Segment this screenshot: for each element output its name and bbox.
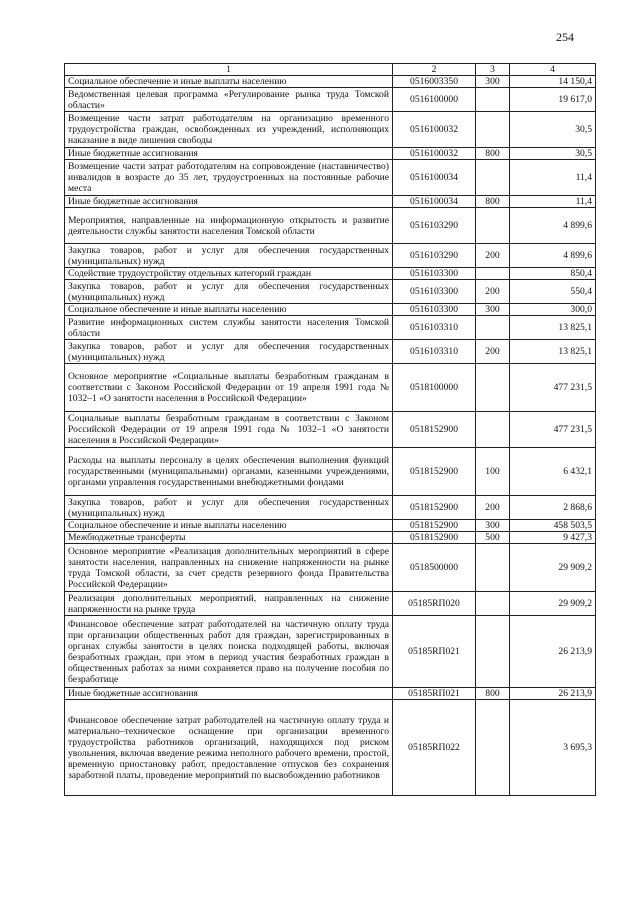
cell-type bbox=[476, 160, 510, 196]
table-body bbox=[65, 64, 596, 796]
cell-code: 0516100032 bbox=[393, 148, 476, 160]
cell-code: 0516103300 bbox=[393, 304, 476, 316]
table-row bbox=[65, 316, 596, 340]
cell-code: 0518100000 bbox=[393, 364, 476, 412]
cell-type bbox=[476, 544, 510, 592]
cell-code: 0516103300 bbox=[393, 280, 476, 304]
cell-type bbox=[476, 616, 510, 688]
cell-code: 0516100034 bbox=[393, 196, 476, 208]
cell-name: Закупка товаров, работ и услуг для обеспечения государственных (муниципальных) нужд bbox=[65, 244, 393, 268]
cell-type: 800 bbox=[476, 688, 510, 700]
cell-sum: 11,4 bbox=[510, 196, 596, 208]
cell-type bbox=[476, 364, 510, 412]
cell-type: 200 bbox=[476, 280, 510, 304]
cell-type bbox=[476, 112, 510, 148]
cell-type: 300 bbox=[476, 304, 510, 316]
cell-code: 0516100034 bbox=[393, 160, 476, 196]
cell-type: 200 bbox=[476, 496, 510, 520]
cell-sum: 2 868,6 bbox=[510, 496, 596, 520]
cell-code: 0516100032 bbox=[393, 112, 476, 148]
cell-name: Основное мероприятие «Социальные выплаты безработным гражданам в соответствии с Законом Российской Федерации от 19 апреля 1991 года № 1032–1 «О занятости населения в Российской Федерации» bbox=[65, 364, 393, 412]
cell-code: 0518152900 bbox=[393, 532, 476, 544]
cell-sum: 300,0 bbox=[510, 304, 596, 316]
cell-type bbox=[476, 700, 510, 796]
cell-name: Развитие информационных систем службы занятости населения Томской области bbox=[65, 316, 393, 340]
cell-name: Иные бюджетные ассигнования bbox=[65, 148, 393, 160]
header-sum: 4 bbox=[510, 64, 596, 76]
cell-name: Социальное обеспечение и иные выплаты населению bbox=[65, 304, 393, 316]
cell-code: 05185RП021 bbox=[393, 616, 476, 688]
cell-name: Основное мероприятие «Реализация дополнительных мероприятий в сфере занятости населения, направленных на снижение напряженности на рынке труда Томской области, за счет средств резервного фонда Правительства Российской Федерации» bbox=[65, 544, 393, 592]
cell-code: 0518152900 bbox=[393, 496, 476, 520]
cell-name: Закупка товаров, работ и услуг для обеспечения государственных (муниципальных) нужд bbox=[65, 496, 393, 520]
cell-name: Возмещение части затрат работодателям на сопровождение (наставничество) инвалидов в возрасте до 35 лет, трудоустроенных на постоянные рабочие места bbox=[65, 160, 393, 196]
cell-code: 0518500000 bbox=[393, 544, 476, 592]
cell-code: 0516103290 bbox=[393, 244, 476, 268]
cell-sum: 458 503,5 bbox=[510, 520, 596, 532]
table-row bbox=[65, 364, 596, 412]
cell-name: Социальные выплаты безработным гражданам в соответствии с Законом Российской Федерации от 19 апреля 1991 года № 1032–1 «О занятости населения в Российской Федерации» bbox=[65, 412, 393, 448]
cell-name: Социальное обеспечение и иные выплаты населению bbox=[65, 520, 393, 532]
table-row bbox=[65, 532, 596, 544]
cell-type: 300 bbox=[476, 520, 510, 532]
cell-sum: 850,4 bbox=[510, 268, 596, 280]
cell-name: Реализация дополнительных мероприятий, направленных на снижение напряженности на рынке труда bbox=[65, 592, 393, 616]
cell-type bbox=[476, 208, 510, 244]
cell-sum: 13 825,1 bbox=[510, 316, 596, 340]
cell-sum: 477 231,5 bbox=[510, 364, 596, 412]
cell-type: 800 bbox=[476, 148, 510, 160]
cell-code: 0518152900 bbox=[393, 412, 476, 448]
cell-name: Межбюджетные трансферты bbox=[65, 532, 393, 544]
cell-sum: 19 617,0 bbox=[510, 88, 596, 112]
table-row bbox=[65, 340, 596, 364]
table-row bbox=[65, 592, 596, 616]
cell-sum: 26 213,9 bbox=[510, 688, 596, 700]
cell-code: 0518152900 bbox=[393, 448, 476, 496]
cell-code: 0516103290 bbox=[393, 208, 476, 244]
cell-type: 500 bbox=[476, 532, 510, 544]
cell-sum: 29 909,2 bbox=[510, 544, 596, 592]
page-number: 254 bbox=[556, 30, 574, 44]
table-row bbox=[65, 700, 596, 796]
cell-name: Иные бюджетные ассигнования bbox=[65, 196, 393, 208]
cell-type: 200 bbox=[476, 340, 510, 364]
cell-sum: 29 909,2 bbox=[510, 592, 596, 616]
cell-code: 05185RП022 bbox=[393, 700, 476, 796]
cell-type: 100 bbox=[476, 448, 510, 496]
cell-sum: 14 150,4 bbox=[510, 76, 596, 88]
table-header-row bbox=[65, 64, 596, 76]
table-row bbox=[65, 544, 596, 592]
cell-name: Мероприятия, направленные на информационную открытость и развитие деятельности службы занятости населения Томской области bbox=[65, 208, 393, 244]
table-row bbox=[65, 304, 596, 316]
cell-code: 0516100000 bbox=[393, 88, 476, 112]
cell-sum: 3 695,3 bbox=[510, 700, 596, 796]
table-row bbox=[65, 208, 596, 244]
cell-name: Закупка товаров, работ и услуг для обеспечения государственных (муниципальных) нужд bbox=[65, 280, 393, 304]
header-type: 3 bbox=[476, 64, 510, 76]
table-row bbox=[65, 196, 596, 208]
cell-name: Закупка товаров, работ и услуг для обеспечения государственных (муниципальных) нужд bbox=[65, 340, 393, 364]
cell-sum: 477 231,5 bbox=[510, 412, 596, 448]
cell-sum: 4 899,6 bbox=[510, 244, 596, 268]
header-name: 1 bbox=[65, 64, 393, 76]
table-row bbox=[65, 280, 596, 304]
cell-type: 300 bbox=[476, 76, 510, 88]
table-row bbox=[65, 448, 596, 496]
cell-type: 200 bbox=[476, 244, 510, 268]
table-row bbox=[65, 244, 596, 268]
cell-sum: 11,4 bbox=[510, 160, 596, 196]
cell-sum: 6 432,1 bbox=[510, 448, 596, 496]
cell-sum: 30,5 bbox=[510, 112, 596, 148]
table-row bbox=[65, 76, 596, 88]
cell-type bbox=[476, 412, 510, 448]
budget-table bbox=[64, 63, 596, 796]
table-row bbox=[65, 268, 596, 280]
cell-name: Финансовое обеспечение затрат работодателей на частичную оплату труда при организации общественных работ для граждан, зарегистрированных в органах службы занятости в целях поиска подходящей работы, включая безработных граждан, при этом в период участия безработных граждан в общественных работах за ними сохраняется право на получение пособия по безработице bbox=[65, 616, 393, 688]
cell-type bbox=[476, 316, 510, 340]
cell-sum: 13 825,1 bbox=[510, 340, 596, 364]
table-row bbox=[65, 412, 596, 448]
cell-code: 05185RП020 bbox=[393, 592, 476, 616]
table-row bbox=[65, 160, 596, 196]
cell-name: Возмещение части затрат работодателям на организацию временного трудоустройства граждан, освобожденных из учреждений, исполняющих наказание в виде лишения свободы bbox=[65, 112, 393, 148]
table-row bbox=[65, 520, 596, 532]
cell-sum: 30,5 bbox=[510, 148, 596, 160]
cell-type: 800 bbox=[476, 196, 510, 208]
table-row bbox=[65, 148, 596, 160]
table-row bbox=[65, 112, 596, 148]
cell-name: Ведомственная целевая программа «Регулирование рынка труда Томской области» bbox=[65, 88, 393, 112]
cell-sum: 550,4 bbox=[510, 280, 596, 304]
cell-name: Расходы на выплаты персоналу в целях обеспечения выполнения функций государственными (муниципальными) органами, казенными учреждениями, органами управления государственными внебюджетными фондами bbox=[65, 448, 393, 496]
cell-type bbox=[476, 88, 510, 112]
cell-code: 0516103300 bbox=[393, 268, 476, 280]
cell-code: 0516003350 bbox=[393, 76, 476, 88]
table-row bbox=[65, 88, 596, 112]
table-row bbox=[65, 496, 596, 520]
cell-type bbox=[476, 592, 510, 616]
cell-sum: 9 427,3 bbox=[510, 532, 596, 544]
cell-code: 05185RП021 bbox=[393, 688, 476, 700]
cell-name: Содействие трудоустройству отдельных категорий граждан bbox=[65, 268, 393, 280]
table-row bbox=[65, 688, 596, 700]
cell-sum: 4 899,6 bbox=[510, 208, 596, 244]
table-row bbox=[65, 616, 596, 688]
cell-sum: 26 213,9 bbox=[510, 616, 596, 688]
cell-code: 0516103310 bbox=[393, 316, 476, 340]
cell-name: Финансовое обеспечение затрат работодателей на частичную оплату труда и материально–техническое оснащение при организации временного трудоустройства работников организаций, находящихся под риском увольнения, включая введение режима неполного рабочего времени, простой, временную приостановку работ, предоставление отпусков без сохранения заработной платы, проведение мероприятий по высвобождению работников bbox=[65, 700, 393, 796]
header-code: 2 bbox=[393, 64, 476, 76]
cell-code: 0518152900 bbox=[393, 520, 476, 532]
cell-type bbox=[476, 268, 510, 280]
cell-name: Социальное обеспечение и иные выплаты населению bbox=[65, 76, 393, 88]
cell-code: 0516103310 bbox=[393, 340, 476, 364]
cell-name: Иные бюджетные ассигнования bbox=[65, 688, 393, 700]
